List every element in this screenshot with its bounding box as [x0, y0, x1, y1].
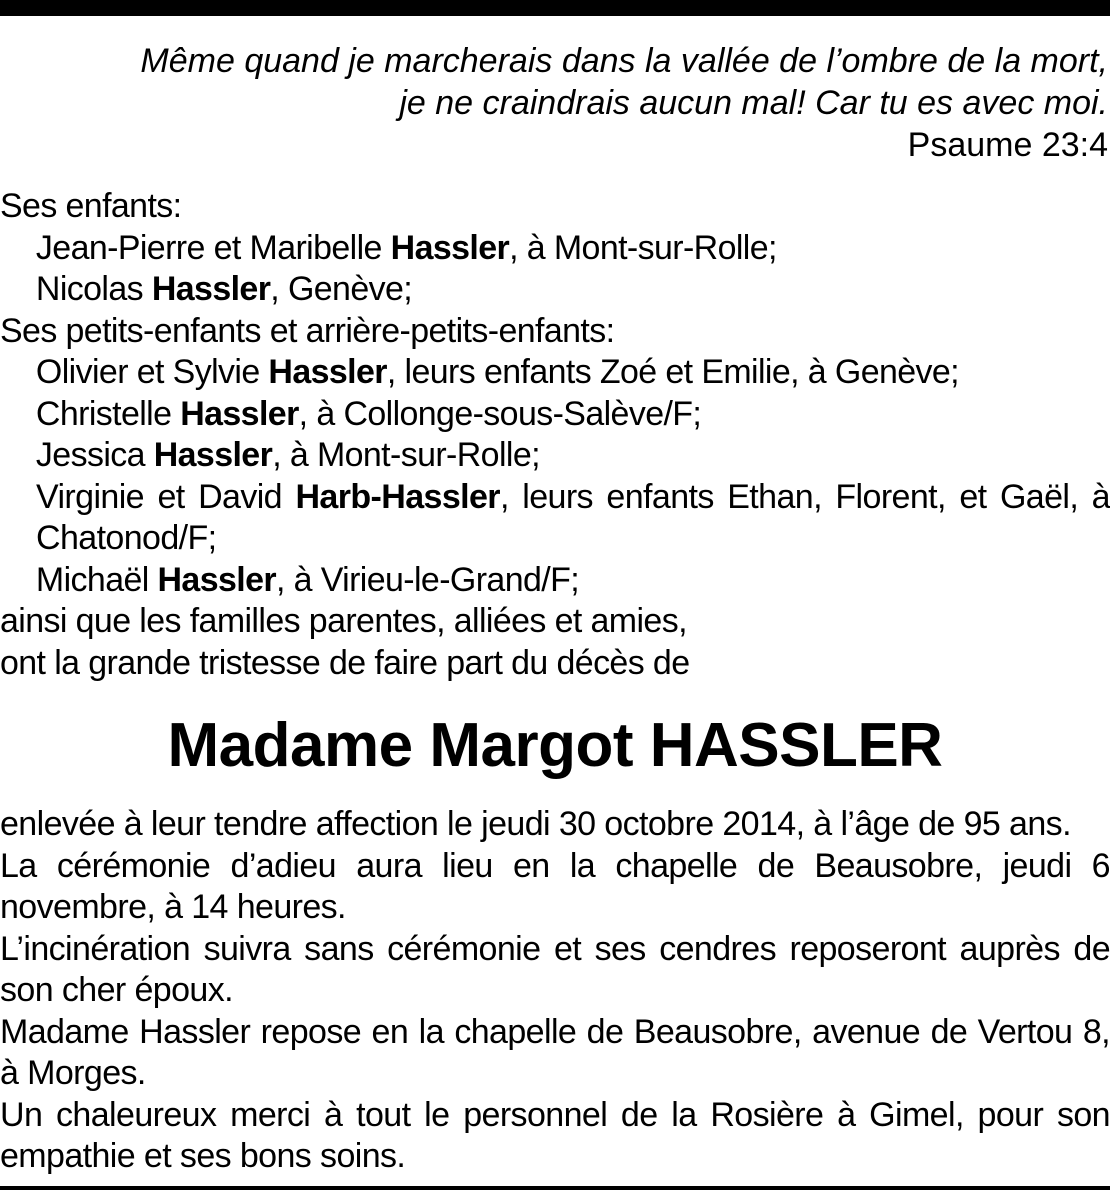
family-member: Jessica Hassler, à Mont-sur-Rolle;	[35, 436, 540, 474]
verse-reference: Psaume 23:4	[907, 126, 1108, 164]
bottom-rule	[0, 1186, 1110, 1190]
verse-line-1: Même quand je marcherais dans la vallée de l’ombre de la mort,	[140, 42, 1108, 80]
detail-paragraph: Madame Hassler repose en la chapelle de Beausobre, avenue de Vertou 8, à Morges.	[0, 1012, 1110, 1092]
family-list	[0, 186, 1110, 684]
top-rule	[0, 0, 1110, 16]
family-member: Virginie et David Harb-Hassler, leurs enfants Ethan, Florent, et Gaël, à Chatonod/F;	[36, 477, 1110, 557]
closing-line-2: ont la grande tristesse de faire part du décès de	[0, 643, 690, 682]
deceased-name: Madame Margot HASSLER	[167, 711, 943, 780]
surname: Hassler	[180, 394, 299, 433]
grandchildren-heading: Ses petits-enfants et arrière-petits-enfants:	[0, 311, 615, 350]
surname: Hassler	[268, 353, 387, 391]
surname: Hassler	[153, 436, 273, 474]
children-heading: Ses enfants:	[0, 187, 182, 225]
ceremony-details	[0, 804, 1110, 1178]
family-member: Christelle Hassler, à Collonge-sous-Salève/F;	[35, 394, 702, 433]
psalm-verse	[0, 40, 1110, 166]
surname: Hassler	[151, 270, 271, 308]
detail-paragraph: L’incinération suivra sans cérémonie et ses cendres reposeront auprès de son cher époux.	[0, 929, 1110, 1009]
closing-line-1: ainsi que les familles parentes, alliées et amies,	[0, 602, 687, 640]
family-member: Olivier et Sylvie Hassler, leurs enfants Zoé et Emilie, à Genève;	[35, 353, 960, 391]
detail-paragraph: enlevée à leur tendre affection le jeudi 30 octobre 2014, à l’âge de 95 ans.	[0, 805, 1071, 843]
obituary-notice	[0, 40, 1110, 1178]
surname: Hassler	[390, 228, 510, 267]
family-member: Michaël Hassler, à Virieu-le-Grand/F;	[35, 560, 580, 599]
surname: Harb-Hassler	[295, 477, 500, 516]
detail-paragraph: La cérémonie d’adieu aura lieu en la chapelle de Beausobre, jeudi 6 novembre, à 14 heures.	[0, 846, 1110, 926]
detail-paragraph: Un chaleureux merci à tout le personnel de la Rosière à Gimel, pour son empathie et ses bons soins.	[0, 1095, 1110, 1175]
surname: Hassler	[157, 560, 276, 599]
family-member: Nicolas Hassler, Genève;	[35, 270, 413, 308]
family-member: Jean-Pierre et Maribelle Hassler, à Mont-sur-Rolle;	[35, 228, 777, 267]
verse-line-2: je ne craindrais aucun mal! Car tu es avec moi.	[399, 84, 1108, 122]
